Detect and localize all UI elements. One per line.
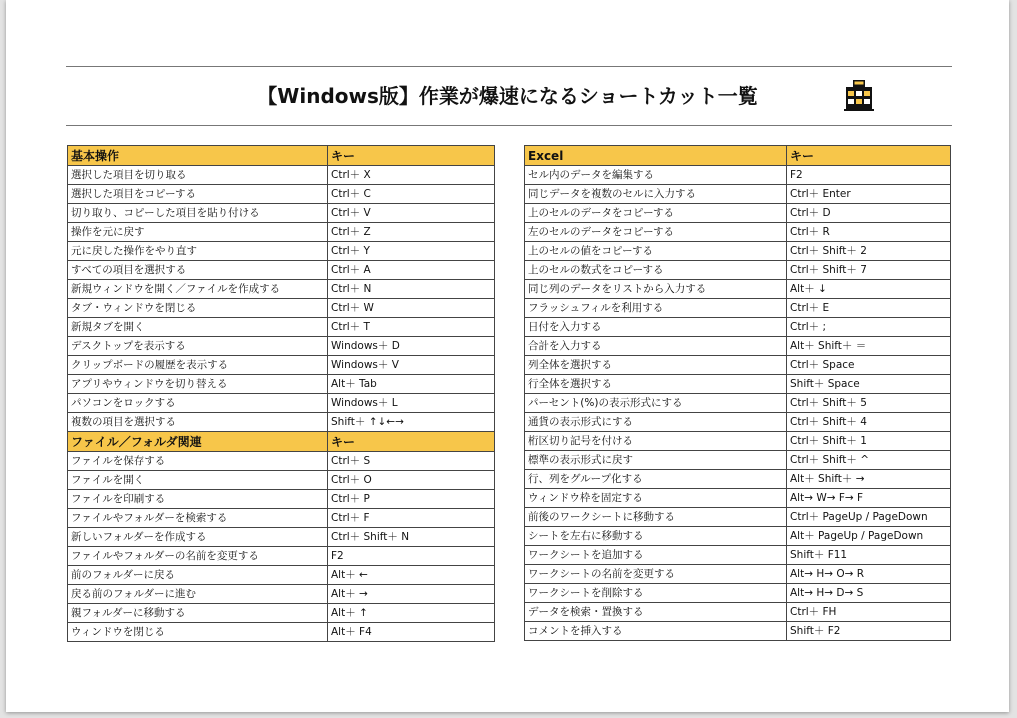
table-row [525,508,951,527]
shortcut-key-cell: Alt→ H→ O→ R [787,565,951,584]
shortcut-key-cell: Shift＋ F11 [787,546,951,565]
shortcut-key-cell: Alt＋ Shift＋ ＝ [787,337,951,356]
table-row [68,604,495,623]
table-row [68,166,495,185]
shortcut-key-cell: Ctrl＋ Y [328,242,495,261]
table-row [525,185,951,204]
shortcut-key-cell: Ctrl＋ N [328,280,495,299]
action-cell: ワークシートを削除する [525,584,787,603]
shortcut-key-cell: Ctrl＋ T [328,318,495,337]
table-row [525,318,951,337]
action-cell: 上のセルのデータをコピーする [525,204,787,223]
shortcut-key-cell: Ctrl＋ V [328,204,495,223]
table-row [525,565,951,584]
table-row [68,318,495,337]
table-row [68,585,495,604]
shortcut-key-cell: Ctrl＋ D [787,204,951,223]
action-cell: タブ・ウィンドウを閉じる [68,299,328,318]
action-cell: ファイルを保存する [68,452,328,471]
table-row [525,603,951,622]
table-row [68,204,495,223]
action-cell: 選択した項目を切り取る [68,166,328,185]
section-title: ファイル／フォルダ関連 [68,432,328,452]
table-row [525,470,951,489]
action-cell: セル内のデータを編集する [525,166,787,185]
action-cell: コメントを挿入する [525,622,787,641]
shortcut-key-cell: Ctrl＋ Shift＋ 2 [787,242,951,261]
shortcut-key-cell: Alt＋ ↑ [328,604,495,623]
shortcut-key-cell: Alt＋ F4 [328,623,495,642]
action-cell: 通貨の表示形式にする [525,413,787,432]
shortcut-key-cell: Ctrl＋ FH [787,603,951,622]
action-cell: 新規タブを開く [68,318,328,337]
key-column-header: キー [328,432,495,452]
shortcut-key-cell: Ctrl＋ P [328,490,495,509]
shortcut-key-cell: Ctrl＋ Shift＋ 4 [787,413,951,432]
table-row [68,394,495,413]
table-row [525,166,951,185]
shortcut-key-cell: Ctrl＋ Z [328,223,495,242]
action-cell: 標準の表示形式に戻す [525,451,787,470]
table-row [68,242,495,261]
table-row [525,280,951,299]
table-row [68,490,495,509]
key-column-header: キー [328,146,495,166]
action-cell: ウィンドウ枠を固定する [525,489,787,508]
section-header-row [68,146,495,166]
table-row [525,375,951,394]
table-row [525,394,951,413]
shortcut-key-cell: Shift＋ F2 [787,622,951,641]
action-cell: フラッシュフィルを利用する [525,299,787,318]
document-page [6,0,1009,712]
shortcut-key-cell: Windows＋ L [328,394,495,413]
page-title: 【Windows版】作業が爆速になるショートカット一覧 [257,84,758,108]
shortcut-key-cell: Ctrl＋ W [328,299,495,318]
action-cell: シートを左右に移動する [525,527,787,546]
action-cell: 選択した項目をコピーする [68,185,328,204]
shortcut-key-cell: Alt＋ → [328,585,495,604]
shortcut-key-cell: Ctrl＋ S [328,452,495,471]
action-cell: すべての項目を選択する [68,261,328,280]
top-rule [66,66,952,67]
table-row [525,546,951,565]
action-cell: ファイルやフォルダーを検索する [68,509,328,528]
action-cell: 新規ウィンドウを開く／ファイルを作成する [68,280,328,299]
shortcut-key-cell: Ctrl＋ Shift＋ 1 [787,432,951,451]
shortcut-key-cell: Ctrl＋ F [328,509,495,528]
section-title: 基本操作 [68,146,328,166]
table-row [525,299,951,318]
table-row [525,261,951,280]
shortcut-key-cell: Shift＋ ↑↓←→ [328,413,495,432]
table-row [68,261,495,280]
action-cell: 新しいフォルダーを作成する [68,528,328,547]
shortcut-key-cell: F2 [787,166,951,185]
shortcut-key-cell: Alt＋ PageUp / PageDown [787,527,951,546]
shortcut-key-cell: Ctrl＋ Enter [787,185,951,204]
action-cell: ファイルやフォルダーの名前を変更する [68,547,328,566]
table-row [525,242,951,261]
action-cell: 上のセルの値をコピーする [525,242,787,261]
shortcut-key-cell: Alt→ H→ D→ S [787,584,951,603]
action-cell: 前のフォルダーに戻る [68,566,328,585]
shortcut-key-cell: Ctrl＋ C [328,185,495,204]
action-cell: 行全体を選択する [525,375,787,394]
shortcut-key-cell: Alt＋ Tab [328,375,495,394]
shortcut-key-cell: Alt→ W→ F→ F [787,489,951,508]
action-cell: データを検索・置換する [525,603,787,622]
action-cell: 元に戻した操作をやり直す [68,242,328,261]
action-cell: ウィンドウを閉じる [68,623,328,642]
table-row [525,432,951,451]
action-cell: 桁区切り記号を付ける [525,432,787,451]
action-cell: 行、列をグループ化する [525,470,787,489]
action-cell: 日付を入力する [525,318,787,337]
action-cell: デスクトップを表示する [68,337,328,356]
bottom-rule [66,125,952,126]
table-row [68,223,495,242]
table-row [68,566,495,585]
section-title: Excel [525,146,787,166]
shortcut-key-cell: Ctrl＋ Space [787,356,951,375]
table-row [525,527,951,546]
action-cell: ファイルを開く [68,471,328,490]
shortcut-key-cell: Ctrl＋ Shift＋ N [328,528,495,547]
table-row [525,337,951,356]
table-row [525,356,951,375]
table-row [68,375,495,394]
table-row [68,452,495,471]
table-row [525,622,951,641]
action-cell: アプリやウィンドウを切り替える [68,375,328,394]
shortcut-key-cell: Alt＋ ↓ [787,280,951,299]
shortcut-key-cell: Windows＋ V [328,356,495,375]
shortcut-key-cell: Alt＋ Shift＋ → [787,470,951,489]
table-row [525,223,951,242]
table-row [68,509,495,528]
action-cell: ファイルを印刷する [68,490,328,509]
shortcut-table-windows [67,145,495,642]
section-header-row [525,146,951,166]
shortcut-key-cell: Ctrl＋ O [328,471,495,490]
action-cell: 切り取り、コピーした項目を貼り付ける [68,204,328,223]
table-row [68,280,495,299]
action-cell: ワークシートの名前を変更する [525,565,787,584]
action-cell: 複数の項目を選択する [68,413,328,432]
section-header-row [68,432,495,452]
action-cell: 合計を入力する [525,337,787,356]
shortcut-key-cell: Ctrl＋ Shift＋ ^ [787,451,951,470]
table-row [68,528,495,547]
shortcut-key-cell: Ctrl＋ R [787,223,951,242]
action-cell: 同じデータを複数のセルに入力する [525,185,787,204]
table-row [68,623,495,642]
table-row [525,204,951,223]
action-cell: ワークシートを追加する [525,546,787,565]
table-row [68,356,495,375]
action-cell: 操作を元に戻す [68,223,328,242]
shortcut-key-cell: F2 [328,547,495,566]
shortcut-key-cell: Alt＋ ← [328,566,495,585]
table-row [68,299,495,318]
shortcut-key-cell: Ctrl＋ Shift＋ 5 [787,394,951,413]
shortcut-key-cell: Shift＋ Space [787,375,951,394]
table-row [525,451,951,470]
action-cell: 親フォルダーに移動する [68,604,328,623]
action-cell: 戻る前のフォルダーに進む [68,585,328,604]
table-row [68,471,495,490]
action-cell: 同じ列のデータをリストから入力する [525,280,787,299]
action-cell: 上のセルの数式をコピーする [525,261,787,280]
shortcut-key-cell: Ctrl＋ PageUp / PageDown [787,508,951,527]
action-cell: パソコンをロックする [68,394,328,413]
table-row [68,185,495,204]
table-row [68,547,495,566]
shortcut-table-excel [524,145,951,641]
action-cell: 左のセルのデータをコピーする [525,223,787,242]
shortcut-key-cell: Ctrl＋ Shift＋ 7 [787,261,951,280]
shortcut-key-cell: Ctrl＋ E [787,299,951,318]
logo-icon [842,78,876,112]
shortcut-key-cell: Ctrl＋ A [328,261,495,280]
key-column-header: キー [787,146,951,166]
table-row [525,489,951,508]
action-cell: 前後のワークシートに移動する [525,508,787,527]
table-row [68,413,495,432]
action-cell: 列全体を選択する [525,356,787,375]
table-row [525,584,951,603]
action-cell: クリップボードの履歴を表示する [68,356,328,375]
shortcut-key-cell: Windows＋ D [328,337,495,356]
action-cell: パーセント(%)の表示形式にする [525,394,787,413]
table-row [68,337,495,356]
shortcut-key-cell: Ctrl＋ X [328,166,495,185]
table-row [525,413,951,432]
shortcut-key-cell: Ctrl＋ ; [787,318,951,337]
